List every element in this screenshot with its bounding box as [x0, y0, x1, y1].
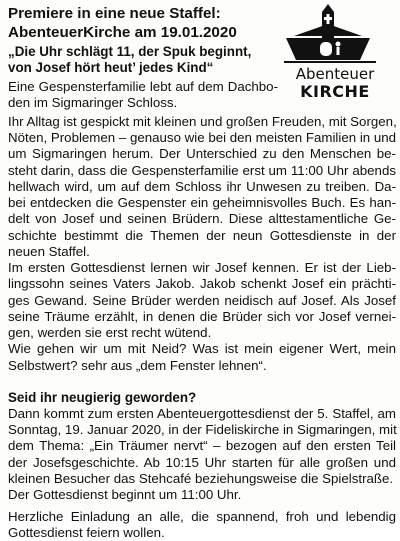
text-line: kleinen Besucher das Stehcafé beziehungsweise die Spielstraße. [8, 470, 394, 486]
text-line: Nöten, Problemen – genauso wie bei den meisten Familien in und [8, 130, 397, 146]
text-line: um Sigmaringen herum. Der Unterschied zu den Menschen be- [8, 146, 396, 162]
text-line: seine Träume erzählt, in denen die Brüder sich vor Josef vernei- [8, 308, 396, 324]
text-line: Sonntag, 19. Januar 2020, in der Fideliskirche in Sigmaringen, mit [8, 422, 397, 438]
text-line: Herzliche Einladung an alle, die spannend, froh und lebendig [8, 509, 396, 524]
invitation-paragraph [8, 509, 396, 541]
text-line: lingssohn seines Vaters Jakob. Jakob schenkt Josef ein prächti- [8, 276, 396, 292]
text-line: Eine Gespensterfamilie lebt auf dem Dachbo- [8, 79, 278, 94]
text-line: dem Thema: „Ein Träumer nervt“ – bezogen auf den ersten Teil [8, 438, 396, 454]
closing-paragraph [8, 406, 396, 503]
text-line: Gottesdienst feiern wollen. [8, 525, 165, 541]
abenteuerkirche-logo [280, 4, 390, 104]
text-line: Wie gehen wir um mit Neid? Was ist mein eigener Wert, mein [8, 341, 396, 357]
text-line: Selbstwert? sehr aus „dem Fenster lehnen“. [8, 357, 267, 373]
text-line: den im Sigmaringer Schloss. [8, 95, 178, 111]
text-line: der Josefsgeschichte. Ab 10:15 Uhr starten für alle großen und [8, 454, 396, 470]
text-line: Dann kommt zum ersten Abenteuergottesdienst der 5. Staffel, am [8, 406, 396, 421]
text-line: hellwach wird, um auf dem Schloss ihr Unwesen zu treiben. Da- [8, 178, 396, 194]
text-line: delt von Josef und seinen Brüdern. Diese alttestamentliche Ge- [8, 211, 396, 227]
text-line: ges Gewand. Seine Brüder werden neidisch auf Josef. Als Josef [8, 292, 396, 308]
text-line: Ihr Alltag ist gespickt mit kleinen und großen Freuden, mit Sorgen, [8, 114, 397, 129]
text-line: neuen Staffel. [8, 243, 90, 259]
text-line: schichte bestimmt die Themen der neun Gottesdienste in der [8, 227, 396, 243]
headline-line-1: Premiere in eine neue Staffel: [8, 5, 221, 22]
question-heading: Seid ihr neugierig geworden? [8, 390, 197, 405]
logo-text-abenteuer: Abenteuer [295, 65, 375, 83]
text-line: Der Gottesdienst beginnt um 11:00 Uhr. [8, 487, 242, 503]
body-paragraph [8, 114, 396, 374]
quote-line-2: von Josef hört heut’ jedes Kind“ [8, 60, 214, 75]
headline-line-2: AbenteuerKirche am 19.01.2020 [8, 24, 237, 41]
quote-line-1: „Die Uhr schlägt 11, der Spuk beginnt, [8, 44, 252, 59]
ark-church-icon [280, 4, 390, 66]
logo-text-kirche: KIRCHE [300, 82, 370, 101]
text-line: gen, werden sie erst recht wütend. [8, 325, 212, 341]
text-line: Im ersten Gottesdienst lernen wir Josef kennen. Er ist der Lieb- [8, 260, 396, 276]
intro-paragraph [8, 79, 278, 111]
text-line: steht darin, dass die Gespensterfamilie erst um 11:00 Uhr abends [8, 162, 396, 178]
text-line: bei entdecken die Gespenster ein geheimnisvolles Buch. Es han- [8, 195, 396, 211]
